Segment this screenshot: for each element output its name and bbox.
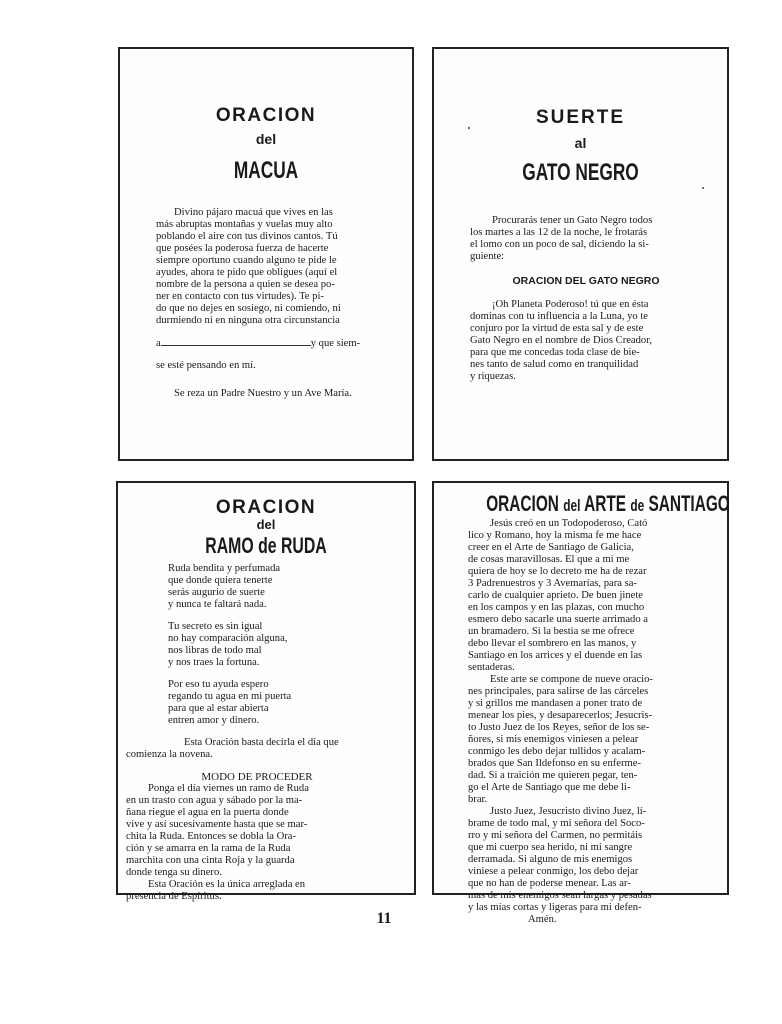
ruda-body <box>126 563 388 903</box>
ruda-procedure-line: ñana riegue el agua en la puerta donde <box>126 807 289 818</box>
santiago-line: dad. Si a traición me quieren pegar, ten- <box>468 770 638 781</box>
santiago-line: brar. <box>468 794 488 805</box>
ruda-title-3: RAMO de RUDA <box>205 533 327 558</box>
santiago-line: viniese a pelear conmigo, los debo dejar <box>468 866 639 877</box>
gato-prayer-line: ¡Oh Planeta Poderoso! tú que en ésta <box>492 299 649 310</box>
macua-body <box>156 207 386 400</box>
ruda-note-line: Esta Oración basta decirla el día que <box>184 737 339 748</box>
ruda-stanza-2 <box>168 621 388 669</box>
macua-blank-suffix: y que siem- <box>310 338 361 349</box>
macua-title-2: del <box>255 131 277 147</box>
panel-oracion-macua <box>118 47 414 461</box>
macua-closing: Se reza un Padre Nuestro y un Ave María. <box>174 388 352 399</box>
ruda-title-1: ORACION <box>215 497 317 518</box>
macua-line: más abruptas montañas y vuelas muy alto <box>156 219 333 230</box>
santiago-line: Santiago en los arrices y el duende en las <box>468 650 643 661</box>
stanza-line: no hay comparación alguna, <box>168 633 288 644</box>
macua-line: do que no dejes en sosiego, ni comiendo, ni <box>156 303 341 314</box>
stanza-line: Ruda bendita y perfumada <box>168 563 281 574</box>
santiago-line: que no han de poderse menear. Las ar- <box>468 878 631 889</box>
ruda-procedure-line: marchita con una cinta Roja y la guarda <box>126 855 295 866</box>
stanza-line: regando tu agua en mi puerta <box>168 691 292 702</box>
santiago-line: debo llevar el sombrero en las manos, y <box>468 638 637 649</box>
santiago-title-4: de <box>630 496 645 515</box>
santiago-line: derramada. Si alguno de mis enemigos <box>468 854 633 865</box>
santiago-line: Amén. <box>528 914 557 925</box>
santiago-title <box>434 491 730 517</box>
ruda-procedure-line: vive y así sucesivamente hasta que se mar- <box>126 819 308 830</box>
santiago-line: brados que San Ildefonso en su enferme- <box>468 758 641 769</box>
gato-prayer-line: para que me concedas toda clase de bie- <box>470 347 640 358</box>
stanza-line: y nunca te faltará nada. <box>168 599 267 610</box>
santiago-line: un bramadero. Si la bestia se me ofrece <box>468 626 635 637</box>
macua-line: que posées la poderosa fuerza de hacerte <box>156 243 329 254</box>
ruda-subtitle: MODO DE PROCEDER <box>201 771 313 783</box>
santiago-line: esmero debo sacarle una suerte arrimado a <box>468 614 649 625</box>
macua-title-3: MACUA <box>233 157 299 184</box>
macua-title-1: ORACION <box>215 105 317 126</box>
ruda-procedure-line: ción y se amarra en la rama de la Ruda <box>126 843 291 854</box>
macua-blank-line <box>156 337 386 350</box>
ruda-procedure-line: donde tenga su dinero. <box>126 867 222 878</box>
ruda-title-2: del <box>256 517 276 532</box>
gato-prayer-line: nes tanto de salud como en tranquilidad <box>470 359 639 370</box>
santiago-line: Este arte se compone de nueve oracio- <box>490 674 653 685</box>
santiago-line: brame de todo mal, y mi señora del Soco- <box>468 818 645 829</box>
ruda-procedure-line: en un trasto con agua y sábado por la ma- <box>126 795 303 806</box>
macua-line: poblando el aire con tus divinos cantos. Tú <box>156 231 338 242</box>
santiago-line: en los campos y en las plazas, con mucho <box>468 602 645 613</box>
santiago-line: quiera de hoy se lo decreto me ha de rezar <box>468 566 647 577</box>
panel-oracion-ramo-ruda <box>116 481 416 902</box>
santiago-line: 3 Padrenuestros y 3 Avemarías, para sa- <box>468 578 637 589</box>
gato-intro-line: Procurarás tener un Gato Negro todos <box>492 215 653 226</box>
macua-line-after: se esté pensando en mí. <box>156 360 256 371</box>
santiago-line: conmigo les debo dejar tullidos y acalam- <box>468 746 646 757</box>
stanza-line: que donde quiera tenerte <box>168 575 273 586</box>
print-speck <box>468 127 470 129</box>
santiago-line: sentaderas. <box>468 662 515 673</box>
gato-prayer-line: Gato Negro en el nombre de Dios Creador, <box>470 335 652 346</box>
santiago-line: Jesús creó en un Todopoderoso, Cató <box>490 518 648 529</box>
santiago-line: to Justo Juez de los Reyes, señor de los se- <box>468 722 650 733</box>
stanza-line: Por eso tu ayuda espero <box>168 679 269 690</box>
santiago-line: de cosas maravillosas. El que a mí me <box>468 554 630 565</box>
santiago-line: go el Arte de Santiago que me debe li- <box>468 782 631 793</box>
santiago-line: Justo Juez, Jesucristo divino Juez, lí- <box>490 806 647 817</box>
santiago-line: mas de mis enemigos sean largas y pesadas <box>468 890 652 901</box>
macua-line: nombre de la persona a quien se desea po- <box>156 279 335 290</box>
stanza-line: para que al estar abierta <box>168 703 269 714</box>
santiago-line: que mi cuerpo sea herido, ni mi sangre <box>468 842 633 853</box>
fill-in-blank <box>161 337 311 346</box>
gato-prayer-line: y riquezas. <box>470 371 516 382</box>
santiago-line: nes principales, para salirse de las cárceles <box>468 686 649 697</box>
santiago-title-3: ARTE <box>584 491 627 516</box>
print-speck <box>702 187 704 189</box>
stanza-line: entren amor y dinero. <box>168 715 260 726</box>
stanza-line: serás augurio de suerte <box>168 587 265 598</box>
ruda-procedure-line: Ponga el día viernes un ramo de Ruda <box>148 783 309 794</box>
gato-intro-line: el lomo con un poco de sal, diciendo la si- <box>470 239 649 250</box>
gato-title-2: al <box>574 135 587 151</box>
ruda-procedure-line: presencia de Espíritus. <box>126 891 222 902</box>
ruda-note-line: comienza la novena. <box>126 749 213 760</box>
macua-line: Divino pájaro macuá que vives en las <box>174 207 333 218</box>
stanza-line: nos libras de todo mal <box>168 645 262 656</box>
panel-oracion-arte-santiago <box>432 481 730 925</box>
santiago-line: ñores, si mis enemigos viniesen a pelear <box>468 734 639 745</box>
santiago-line: carlo de cualquier aprieto. De buen jinete <box>468 590 644 601</box>
ruda-stanza-1 <box>168 563 388 611</box>
gato-intro-line: los martes a las 12 de la noche, le frotarás <box>470 227 648 238</box>
santiago-line: rro y mi señora del Carmen, no permitáis <box>468 830 643 841</box>
gato-prayer-line: dominas con tu influencia a la Luna, yo te <box>470 311 648 322</box>
macua-blank-prefix: a <box>156 338 161 349</box>
santiago-title-1: ORACION <box>486 491 559 516</box>
macua-line: siempre oportuno cuando alguno te pide le <box>156 255 337 266</box>
macua-line: ayudes, ahora te pido que obligues (aquí el <box>156 267 338 278</box>
gato-subtitle: ORACION DEL GATO NEGRO <box>512 275 660 287</box>
santiago-title-5: SANTIAGO <box>648 491 730 516</box>
santiago-line: creer en el Arte de Santiago de Galicia, <box>468 542 634 553</box>
santiago-body <box>468 518 700 926</box>
gato-prayer-line: conjuro por la virtud de esta sal y de este <box>470 323 644 334</box>
gato-intro-line: guiente: <box>470 251 505 262</box>
macua-line: ner en contacto con tus virtudes). Te pi- <box>156 291 324 302</box>
macua-line: durmiendo ni en ninguna otra circunstancia <box>156 315 340 326</box>
stanza-line: Tu secreto es sin igual <box>168 621 263 632</box>
gato-title-3: GATO NEGRO <box>522 159 639 186</box>
panel-suerte-gato-negro <box>432 47 729 461</box>
santiago-line: lico y Romano, hoy la misma fe me hace <box>468 530 642 541</box>
ruda-procedure-line: Esta Oración es la única arreglada en <box>148 879 306 890</box>
santiago-line: y si grillos me mandasen a poner trato de <box>468 698 643 709</box>
gato-title-1: SUERTE <box>535 107 626 128</box>
santiago-line: y las mías cortas y ligeras para mi defen- <box>468 902 642 913</box>
stanza-line: y nos traes la fortuna. <box>168 657 260 668</box>
ruda-stanza-3 <box>168 679 388 727</box>
gato-body <box>470 215 702 383</box>
page-number: 11 <box>376 910 392 927</box>
ruda-procedure-line: chita la Ruda. Entonces se dobla la Ora- <box>126 831 297 842</box>
santiago-title-2: del <box>563 496 581 515</box>
santiago-line: menear los pies, y desaparecerlos; Jesucris- <box>468 710 653 721</box>
